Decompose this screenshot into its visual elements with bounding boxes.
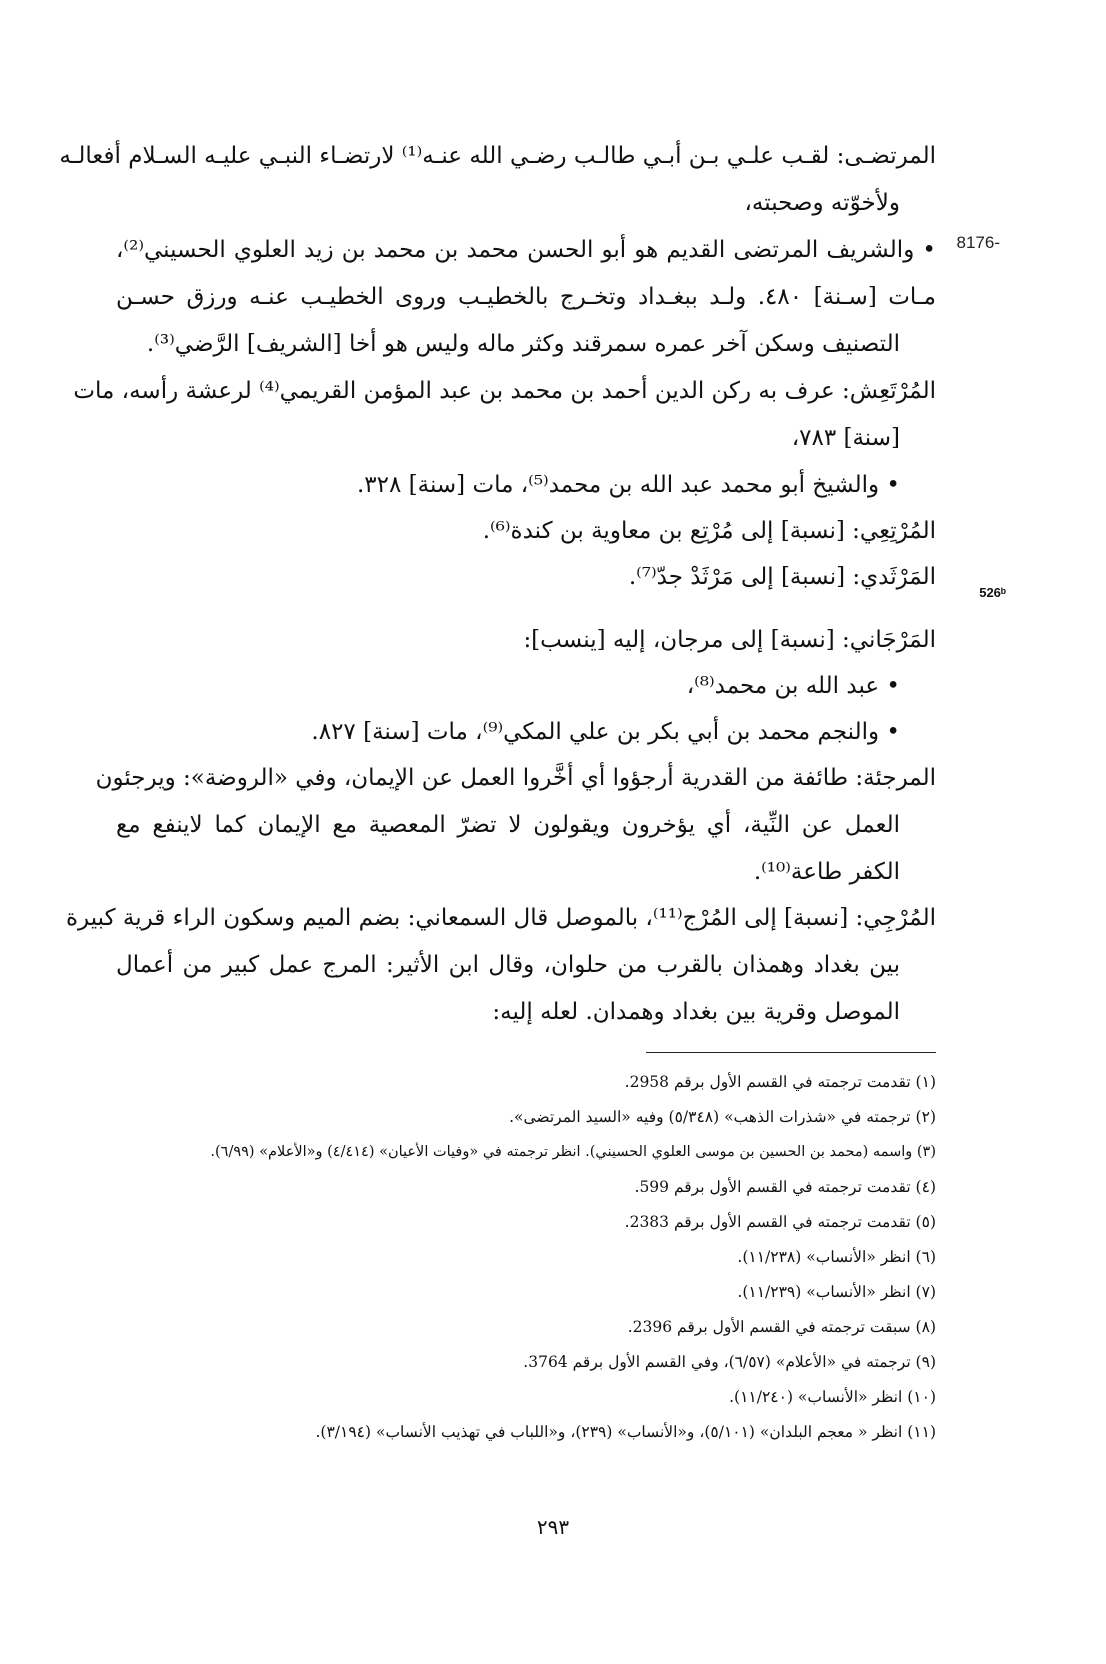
footnote: (٣) واسمه (محمد بن الحسين بن موسى العلوي الحسيني). انظر ترجمته في «وفيات الأعيان» (٤/٤١٤) و«الأعلام» (٦/٩٩). — [210, 1144, 936, 1160]
text-line: • والنجم محمد بن أبي بكر بن علي المكي⁽⁹⁾، مات [سنة] ٨٢٧. — [311, 719, 900, 745]
text-line: • عبد الله بن محمد⁽⁸⁾، — [686, 673, 900, 699]
entry-abu-muhammad — [116, 462, 936, 509]
page-number: ٢٩٣ — [536, 1515, 570, 1539]
text-line: الموصل وقرية بين بغداد وهمدان. لعله إليه: — [492, 999, 900, 1025]
entry-marthadi — [116, 554, 936, 601]
text-line: المُرْجِي: [نسبة] إلى المُرْج⁽¹¹⁾، بالموصل قال السمعاني: بضم الميم وسكون الراء قرية كبيرة — [66, 905, 936, 931]
text-line: بين بغداد وهمذان بالقرب من حلوان، وقال ابن الأثير: المرج عمل كبير من أعمال — [116, 952, 900, 978]
text-line: العمل عن النِّية، أي يؤخرون ويقولون لا تضرّ المعصية مع الإيمان كما لاينفع مع — [116, 812, 900, 838]
text-line: مـات [سـنة] ٤٨٠. ولـد ببغـداد وتخـرج بالخطيـب وروى الخطيـب عنـه ورزق حسـن — [116, 284, 936, 310]
footnote: (٥) تقدمت ترجمته في القسم الأول برقم 2383. — [624, 1213, 936, 1231]
entry-abdullah-bin-muhammad — [116, 663, 936, 710]
footnote: (١١) انظر « معجم البلدان» (٥/١٠١)، و«الأنساب» (٢٣٩)، و«اللباب في تهذيب الأنساب» (٣/١٩٤). — [315, 1423, 936, 1441]
text-line: المُرْتَعِش: عرف به ركن الدين أحمد بن محمد بن عبد المؤمن القريمي⁽⁴⁾ لرعشة رأسه، مات — [73, 378, 936, 404]
entry-marjani — [116, 617, 936, 664]
entry-sharif-murtada — [116, 227, 936, 368]
footnote: (٢) ترجمته في «شذرات الذهب» (٥/٣٤٨) وفيه «السيد المرتضى». — [509, 1108, 936, 1126]
text-line: المرجئة: طائفة من القدرية أرجؤوا أي أخَّروا العمل عن الإيمان، وفي «الروضة»: ويرجئون — [95, 765, 936, 791]
text-line: [سنة] ٧٨٣، — [791, 425, 900, 451]
text-line: ولأخوّته وصحبته، — [744, 190, 900, 216]
footnote: (٦) انظر «الأنساب» (١١/٢٣٨). — [737, 1248, 936, 1266]
text-line: • والشريف المرتضى القديم هو أبو الحسن محمد بن محمد بن زيد العلوي الحسيني⁽²⁾، — [116, 237, 936, 263]
entry-murjia — [95, 755, 936, 896]
folio-marker: 526ᵇ — [979, 585, 1006, 600]
text-line: التصنيف وسكن آخر عمره سمرقند وكثر ماله وليس هو أخا [الشريف] الرَّضي⁽³⁾. — [146, 331, 900, 357]
footnote: (٩) ترجمته في «الأعلام» (٦/٥٧)، وفي القسم الأول برقم 3764. — [523, 1353, 936, 1371]
footnote-separator — [646, 1052, 936, 1053]
entry-murji — [66, 895, 936, 1036]
text-line: الكفر طاعة⁽¹⁰⁾. — [753, 859, 900, 885]
footnote: (٨) سبقت ترجمته في القسم الأول برقم 2396. — [627, 1318, 936, 1336]
footnote: (١٠) انظر «الأنساب» (١١/٢٤٠). — [729, 1388, 936, 1406]
text-line: المَرْجَاني: [نسبة] إلى مرجان، إليه [ينسب]: — [523, 627, 936, 653]
text-line: المَرْثَدي: [نسبة] إلى مَرْثَدْ جدّ⁽⁷⁾. — [628, 564, 936, 590]
entry-murtii — [116, 508, 936, 555]
footnote: (٤) تقدمت ترجمته في القسم الأول برقم 599. — [634, 1178, 936, 1196]
entry-najm-makki — [116, 709, 936, 756]
text-line: • والشيخ أبو محمد عبد الله بن محمد⁽⁵⁾، مات [سنة] ٣٢٨. — [356, 472, 900, 498]
footnote: (٧) انظر «الأنساب» (١١/٢٣٩). — [737, 1283, 936, 1301]
entry-number: 8176- — [956, 233, 1000, 252]
footnote: (١) تقدمت ترجمته في القسم الأول برقم 2958. — [624, 1073, 936, 1091]
entry-murtaish — [73, 368, 936, 462]
text-line: المرتضـى: لقـب علـي بـن أبـي طالـب رضـي الله عنـه⁽¹⁾ لارتضـاء النبـي عليـه السـلام أفعالـه — [59, 143, 936, 169]
text-line: المُرْتِعِي: [نسبة] إلى مُرْتِع بن معاوية بن كندة⁽⁶⁾. — [482, 518, 936, 544]
entry-murtada — [59, 133, 936, 227]
